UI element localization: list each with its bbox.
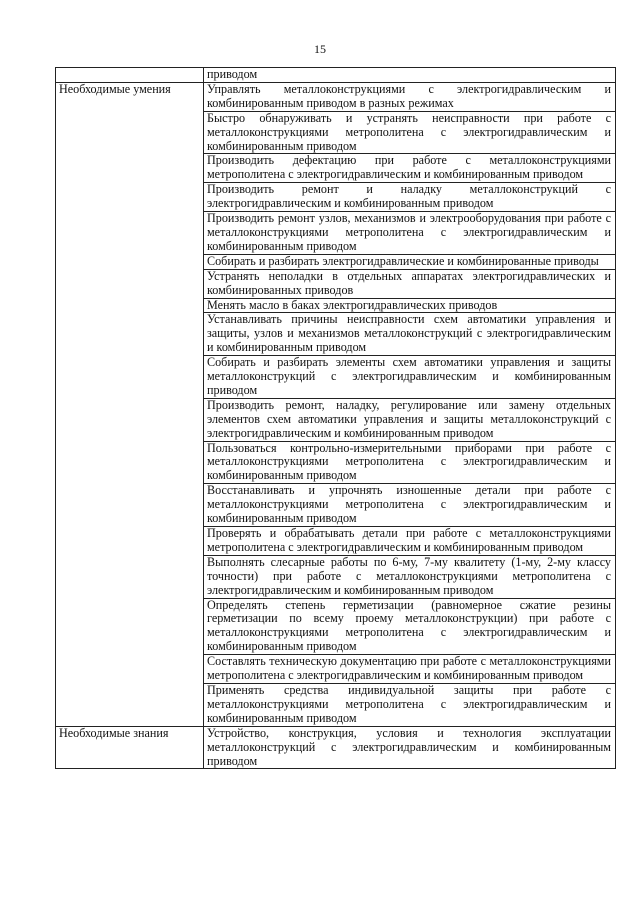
- skills-item: Производить ремонт и наладку металлоконструкций с электрогидравлическим и комбинированным приводом: [204, 183, 616, 212]
- skills-item: Быстро обнаруживать и устранять неисправности при работе с металлоконструкциями метрополитена с электрогидравлическим и комбинированным приводом: [204, 111, 616, 154]
- skills-item: Устранять неполадки в отдельных аппаратах электрогидравлических и комбинированных приводов: [204, 269, 616, 298]
- table-row: [56, 726, 616, 769]
- skills-item: Составлять техническую документацию при работе с металлоконструкциями метрополитена с электрогидравлическим и комбинированным приводом: [204, 655, 616, 684]
- skills-item: Производить дефектацию при работе с металлоконструкциями метрополитена с электрогидравлическим и комбинированным приводом: [204, 154, 616, 183]
- carryover-item: приводом: [204, 68, 616, 83]
- skills-item: Восстанавливать и упрочнять изношенные детали при работе с металлоконструкциями метрополитена с электрогидравлическим и комбинированным приводом: [204, 484, 616, 527]
- row-heading-skills: Необходимые умения: [56, 82, 204, 726]
- page-number: 15: [314, 42, 326, 56]
- skills-item: Выполнять слесарные работы по 6-му, 7-му квалитету (1-му, 2-му классу точности) при работе с металлоконструкциями метрополитена с электрогидравлическим и комбинированным приводом: [204, 555, 616, 598]
- row-heading-knowledge: Необходимые знания: [56, 726, 204, 769]
- skills-item: Производить ремонт, наладку, регулирование или замену отдельных элементов схем автоматики управления и защиты металлоконструкций с электрогидравлическим и комбинированным приводом: [204, 398, 616, 441]
- skills-item: Определять степень герметизации (равномерное сжатие резины герметизации по всему проему металлоконструкции) при работе с металлоконструкциями метрополитена с электрогидравлическим и комбинированным приводом: [204, 598, 616, 655]
- work-function-table: [55, 67, 616, 769]
- skills-item: Собирать и разбирать электрогидравлические и комбинированные приводы: [204, 254, 616, 269]
- table-row: [56, 82, 616, 111]
- skills-item: Применять средства индивидуальной защиты при работе с металлоконструкциями метрополитена с электрогидравлическим и комбинированным приводом: [204, 683, 616, 726]
- row-heading-carryover: [56, 68, 204, 83]
- skills-item: Собирать и разбирать элементы схем автоматики управления и защиты металлоконструкций с электрогидравлическим и комбинированным приводом: [204, 356, 616, 399]
- knowledge-item: Устройство, конструкция, условия и технология эксплуатации металлоконструкций с электрогидравлическим и комбинированным приводом: [204, 726, 616, 769]
- skills-item: Проверять и обрабатывать детали при работе с металлоконструкциями метрополитена с электрогидравлическим и комбинированным приводом: [204, 527, 616, 556]
- skills-item: Производить ремонт узлов, механизмов и электрооборудования при работе с металлоконструкциями метрополитена с электрогидравлическим и комбинированным приводом: [204, 212, 616, 255]
- table-row: [56, 68, 616, 83]
- skills-item: Устанавливать причины неисправности схем автоматики управления и защиты, узлов и механизмов металлоконструкций с электрогидравлическим и комбинированным приводом: [204, 313, 616, 356]
- skills-item: Менять масло в баках электрогидравлических приводов: [204, 298, 616, 313]
- skills-item: Управлять металлоконструкциями с электрогидравлическим и комбинированным приводом в разных режимах: [204, 82, 616, 111]
- skills-item: Пользоваться контрольно-измерительными приборами при работе с металлоконструкциями метрополитена с электрогидравлическим и комбинированным приводом: [204, 441, 616, 484]
